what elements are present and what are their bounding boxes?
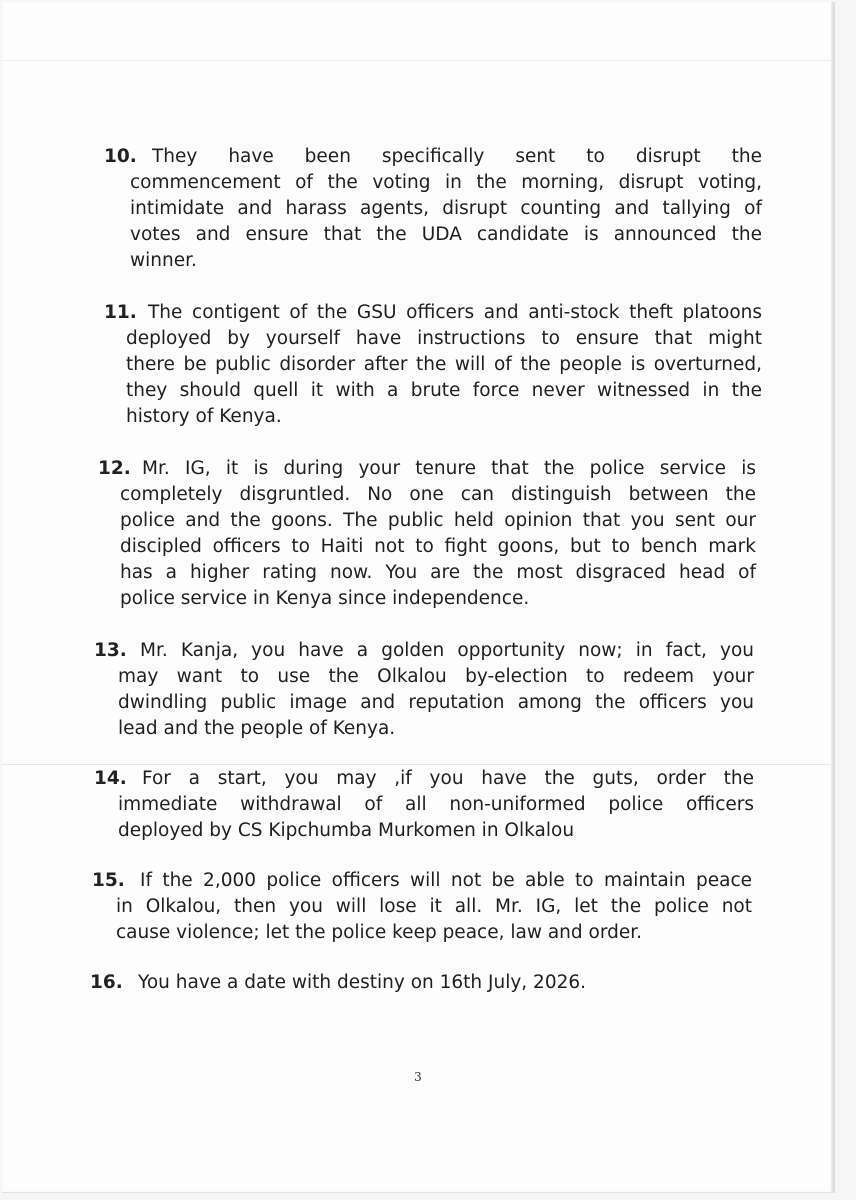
paragraph-line: deployed by CS Kipchumba Murkomen in Olkalou [118, 820, 575, 841]
paragraph-number: 16. [90, 972, 123, 993]
paragraph-line: Mr. Kanja, you have a golden opportunity now; in fact, you [140, 640, 754, 661]
paragraph-number: 14. [94, 768, 127, 789]
document-page [2, 2, 835, 1193]
paragraph-line: lead and the people of Kenya. [118, 718, 396, 739]
paragraph-line: intimidate and harass agents, disrupt counting and tallying of [130, 198, 762, 219]
numbered-paragraph [94, 638, 754, 742]
paragraph-line: commencement of the voting in the morning, disrupt voting, [130, 172, 762, 193]
paragraph-line: winner. [130, 250, 197, 271]
scan-artifact-line [2, 764, 834, 765]
paragraph-line: immediate withdrawal of all non-uniformed police officers [118, 794, 754, 815]
paragraph-line: discipled officers to Haiti not to fight goons, but to bench mark [120, 536, 756, 557]
numbered-paragraph [104, 144, 764, 274]
paragraph-line: they should quell it with a brute force never witnessed in the [126, 380, 762, 401]
paragraph-line: may want to use the Olkalou by-election to redeem your [118, 666, 754, 687]
paragraph-line: deployed by yourself have instructions to ensure that might [126, 328, 762, 349]
paragraph-line: police service in Kenya since independence. [120, 588, 530, 609]
paragraph-number: 13. [94, 640, 127, 661]
paragraph-line: You have a date with destiny on 16th July, 2026. [138, 972, 587, 993]
paragraph-line: If the 2,000 police officers will not be able to maintain peace [140, 870, 752, 891]
page-number: 3 [414, 1070, 422, 1084]
paragraph-line: in Olkalou, then you will lose it all. Mr. IG, let the police not [116, 896, 752, 917]
paragraph-line: has a higher rating now. You are the most disgraced head of [120, 562, 756, 583]
paragraph-line: The contigent of the GSU officers and anti-stock theft platoons [148, 302, 762, 323]
paragraph-line: completely disgruntled. No one can distinguish between the [120, 484, 756, 505]
paragraph-line: Mr. IG, it is during your tenure that the police service is [142, 458, 756, 479]
paragraph-number: 10. [104, 146, 137, 167]
scan-artifact-line [2, 60, 834, 61]
paragraph-line: For a start, you may ,if you have the guts, order the [142, 768, 754, 789]
paragraph-number: 12. [98, 458, 131, 479]
numbered-paragraph [90, 970, 750, 996]
paragraph-line: votes and ensure that the UDA candidate is announced the [130, 224, 762, 245]
paragraph-line: cause violence; let the police keep peace, law and order. [116, 922, 643, 943]
paragraph-line: there be public disorder after the will of the people is overturned, [126, 354, 762, 375]
paragraph-line: history of Kenya. [126, 406, 282, 427]
paragraph-line: police and the goons. The public held opinion that you sent our [120, 510, 756, 531]
numbered-paragraph [98, 456, 758, 612]
paragraph-line: They have been specifically sent to disrupt the [152, 146, 762, 167]
paragraph-number: 11. [104, 302, 137, 323]
numbered-paragraph [92, 868, 752, 946]
paragraph-number: 15. [92, 870, 125, 891]
page-edge [831, 2, 834, 1192]
numbered-paragraph [104, 300, 764, 430]
numbered-paragraph [94, 766, 754, 844]
paragraph-line: dwindling public image and reputation among the officers you [118, 692, 754, 713]
